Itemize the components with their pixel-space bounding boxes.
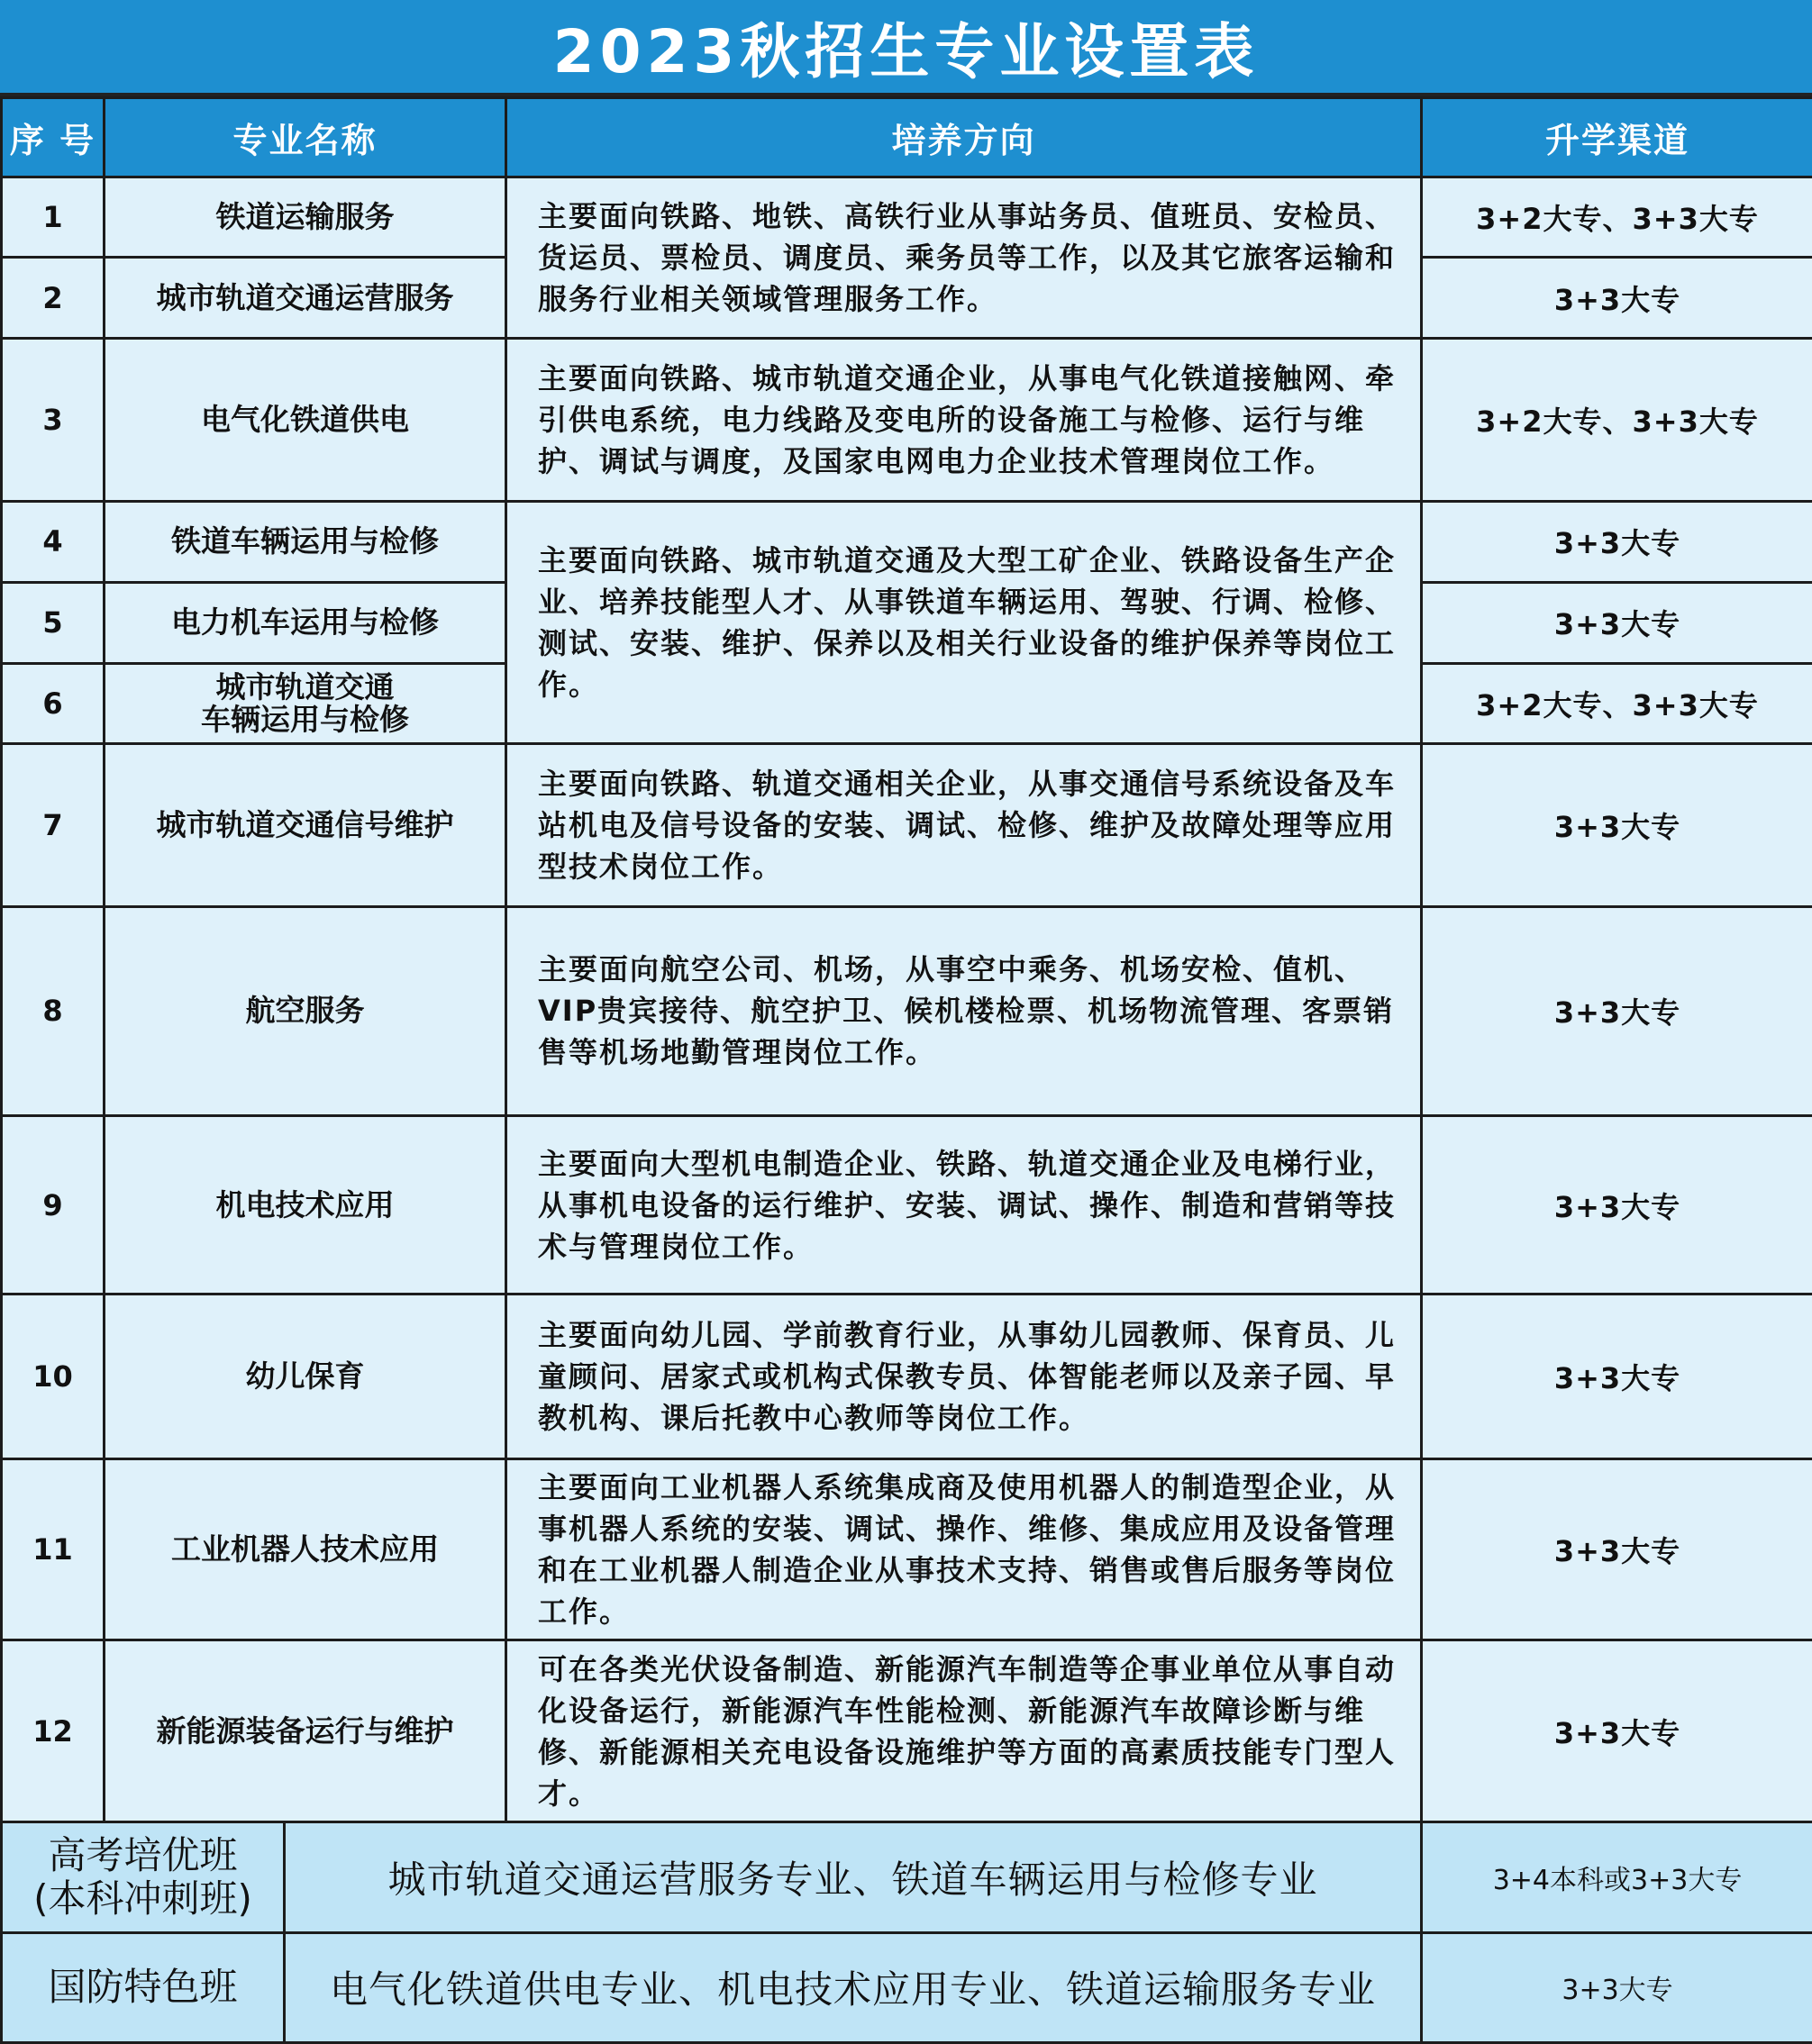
- special-class-row: [2, 1932, 1812, 2042]
- table-row: [2, 1115, 1812, 1294]
- major-name: 电气化铁道供电: [105, 339, 506, 501]
- row-number: 9: [2, 1115, 105, 1294]
- special-class-majors: 电气化铁道供电专业、机电技术应用专业、铁道运输服务专业: [285, 1932, 1422, 2042]
- major-name: 城市轨道交通运营服务: [105, 258, 506, 339]
- advancement-path: 3+3大专: [1422, 1115, 1812, 1294]
- advancement-path: 3+3大专: [1422, 258, 1812, 339]
- advancement-path: 3+2大专、3+3大专: [1422, 664, 1812, 744]
- row-number: 8: [2, 906, 105, 1115]
- row-number: 7: [2, 744, 105, 906]
- advancement-path: 3+3大专: [1422, 906, 1812, 1115]
- advancement-path: 3+3大专: [1422, 582, 1812, 663]
- advancement-path: 3+3大专: [1422, 1458, 1812, 1640]
- major-name: 铁道车辆运用与检修: [105, 501, 506, 582]
- training-direction: 主要面向铁路、城市轨道交通及大型工矿企业、铁路设备生产企业、培养技能型人才、从事铁道车辆运用、驾驶、行调、检修、测试、安装、维护、保养以及相关行业设备的维护保养等岗位工作。: [506, 501, 1422, 744]
- advancement-path: 3+4本科或3+3大专: [1422, 1822, 1812, 1932]
- table-header-row: [2, 98, 1812, 177]
- training-direction: 可在各类光伏设备制造、新能源汽车制造等企事业单位从事自动化设备运行，新能源汽车性能检测、新能源汽车故障诊断与维修、新能源相关充电设备设施维护等方面的高素质技能专门型人才。: [506, 1640, 1422, 1822]
- row-number: 6: [2, 664, 105, 744]
- header-index: 序 号: [2, 98, 105, 177]
- row-number: 4: [2, 501, 105, 582]
- special-class-majors: 城市轨道交通运营服务专业、铁道车辆运用与检修专业: [285, 1822, 1422, 1932]
- table-row: [2, 1295, 1812, 1458]
- row-number: 2: [2, 258, 105, 339]
- advancement-path: 3+3大专: [1422, 1295, 1812, 1458]
- advancement-path: 3+2大专、3+3大专: [1422, 339, 1812, 501]
- major-name: 幼儿保育: [105, 1295, 506, 1458]
- row-number: 1: [2, 177, 105, 258]
- major-name: 航空服务: [105, 906, 506, 1115]
- row-number: 11: [2, 1458, 105, 1640]
- header-major: 专业名称: [105, 98, 506, 177]
- training-direction: 主要面向铁路、轨道交通相关企业，从事交通信号系统设备及车站机电及信号设备的安装、调试、检修、维护及故障处理等应用型技术岗位工作。: [506, 744, 1422, 906]
- page-title: 2023秋招生专业设置表: [0, 0, 1812, 96]
- training-direction: 主要面向航空公司、机场，从事空中乘务、机场安检、值机、VIP贵宾接待、航空护卫、候机楼检票、机场物流管理、客票销售等机场地勤管理岗位工作。: [506, 906, 1422, 1115]
- advancement-path: 3+3大专: [1422, 744, 1812, 906]
- major-name: 电力机车运用与检修: [105, 582, 506, 663]
- advancement-path: 3+3大专: [1422, 501, 1812, 582]
- header-path: 升学渠道: [1422, 98, 1812, 177]
- advancement-path: 3+3大专: [1422, 1640, 1812, 1822]
- major-name: 机电技术应用: [105, 1115, 506, 1294]
- table-row: [2, 744, 1812, 906]
- training-direction: 主要面向大型机电制造企业、铁路、轨道交通企业及电梯行业，从事机电设备的运行维护、安装、调试、操作、制造和营销等技术与管理岗位工作。: [506, 1115, 1422, 1294]
- major-name: 新能源装备运行与维护: [105, 1640, 506, 1822]
- training-direction: 主要面向工业机器人系统集成商及使用机器人的制造型企业，从事机器人系统的安装、调试、操作、维修、集成应用及设备管理和在工业机器人制造企业从事技术支持、销售或售后服务等岗位工作。: [506, 1458, 1422, 1640]
- major-name: 铁道运输服务: [105, 177, 506, 258]
- table-row: [2, 177, 1812, 258]
- special-class-row: [2, 1822, 1812, 1932]
- row-number: 10: [2, 1295, 105, 1458]
- major-name: 城市轨道交通信号维护: [105, 744, 506, 906]
- table-row: [2, 339, 1812, 501]
- training-direction: 主要面向幼儿园、学前教育行业，从事幼儿园教师、保育员、儿童顾问、居家式或机构式保教专员、体智能老师以及亲子园、早教机构、课后托教中心教师等岗位工作。: [506, 1295, 1422, 1458]
- table-row: [2, 1458, 1812, 1640]
- advancement-path: 3+2大专、3+3大专: [1422, 177, 1812, 258]
- majors-table: [0, 96, 1812, 2044]
- special-class-label: 高考培优班 (本科冲刺班): [2, 1822, 285, 1932]
- major-name: 城市轨道交通 车辆运用与检修: [105, 664, 506, 744]
- special-class-label: 国防特色班: [2, 1932, 285, 2042]
- table-row: [2, 1640, 1812, 1822]
- advancement-path: 3+3大专: [1422, 1932, 1812, 2042]
- row-number: 5: [2, 582, 105, 663]
- training-direction: 主要面向铁路、地铁、高铁行业从事站务员、值班员、安检员、货运员、票检员、调度员、乘务员等工作，以及其它旅客运输和服务行业相关领域管理服务工作。: [506, 177, 1422, 339]
- table-row: [2, 906, 1812, 1115]
- header-direction: 培养方向: [506, 98, 1422, 177]
- row-number: 12: [2, 1640, 105, 1822]
- row-number: 3: [2, 339, 105, 501]
- table-row: [2, 501, 1812, 582]
- major-name: 工业机器人技术应用: [105, 1458, 506, 1640]
- training-direction: 主要面向铁路、城市轨道交通企业，从事电气化铁道接触网、牵引供电系统，电力线路及变电所的设备施工与检修、运行与维护、调试与调度，及国家电网电力企业技术管理岗位工作。: [506, 339, 1422, 501]
